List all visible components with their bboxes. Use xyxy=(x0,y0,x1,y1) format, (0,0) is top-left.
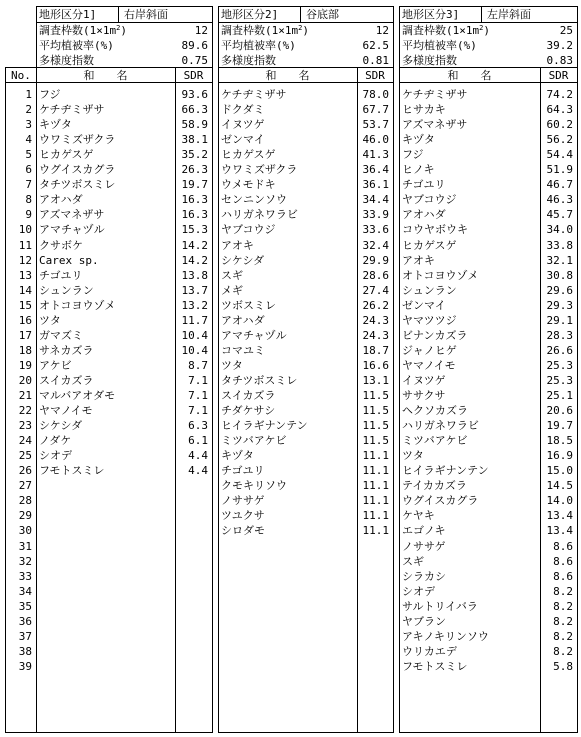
row-number: 10 xyxy=(18,223,32,237)
species-name: イヌツゲ xyxy=(402,373,446,387)
species-sdr: 7.1 xyxy=(188,389,208,402)
species-sdr: 67.7 xyxy=(362,103,389,117)
species-sdr: 8.2 xyxy=(553,629,573,643)
species-sdr: 93.6 xyxy=(181,88,208,101)
species-sdr: 38.1 xyxy=(181,133,208,147)
species-name: アマチャヅル xyxy=(39,223,105,237)
species-name: タチツボスミレ xyxy=(221,373,298,387)
species-name: シュンラン xyxy=(402,283,457,297)
species-name: フジ xyxy=(402,148,424,162)
species-name: ツタ xyxy=(402,449,424,463)
region-label-divider xyxy=(118,6,119,22)
species-name: ヤマツツジ xyxy=(402,313,457,327)
species-sdr: 11.5 xyxy=(362,419,389,433)
species-sdr: 7.1 xyxy=(188,404,208,418)
species-name: シロダモ xyxy=(221,524,265,538)
species-name: オトコヨウゾメ xyxy=(39,298,116,312)
species-sdr: 56.2 xyxy=(546,133,573,147)
diversity-index-value: 0.81 xyxy=(362,54,389,67)
row-number: 29 xyxy=(18,509,32,523)
species-sdr: 64.3 xyxy=(546,103,573,117)
species-sdr: 46.3 xyxy=(546,193,573,207)
species-sdr: 36.1 xyxy=(362,178,389,192)
row-number: 22 xyxy=(18,404,32,418)
coverage-value: 89.6 xyxy=(181,39,208,52)
species-sdr: 13.8 xyxy=(181,268,208,282)
species-sdr: 36.4 xyxy=(362,163,389,177)
row-number: 20 xyxy=(18,373,32,387)
species-name: サルトリイバラ xyxy=(402,599,478,613)
species-sdr: 4.4 xyxy=(188,449,208,463)
species-sdr: 33.8 xyxy=(546,238,573,252)
species-name: ハリガネワラビ xyxy=(402,419,479,433)
species-sdr: 13.4 xyxy=(546,524,573,538)
species-name: ウワミズザクラ xyxy=(221,163,298,177)
row-number: 14 xyxy=(18,283,32,297)
species-name: チダケサシ xyxy=(221,404,276,418)
species-sdr: 29.6 xyxy=(546,283,573,297)
species-name: スイカズラ xyxy=(221,389,276,402)
species-name: ツボスミレ xyxy=(221,298,276,312)
species-name: ハリガネワラビ xyxy=(221,208,298,222)
species-name: ミツバアケビ xyxy=(221,434,287,448)
species-sdr: 45.7 xyxy=(546,208,573,222)
species-name: ノダケ xyxy=(39,434,72,448)
species-name: イヌツゲ xyxy=(221,118,265,132)
species-name: シラカシ xyxy=(402,569,446,583)
species-sdr: 27.4 xyxy=(362,283,389,297)
species-sdr: 11.1 xyxy=(362,494,389,508)
row-number: 17 xyxy=(18,328,32,342)
plot-count-value: 12 xyxy=(375,24,389,37)
species-sdr: 41.3 xyxy=(362,148,389,162)
sdr-column-header: SDR xyxy=(183,69,204,82)
species-sdr: 7.1 xyxy=(188,373,208,387)
species-name: ウグイスカグラ xyxy=(39,163,116,177)
species-sdr: 6.1 xyxy=(188,434,208,448)
species-sdr: 25.3 xyxy=(546,358,573,372)
species-name: ケチヂミザサ xyxy=(39,103,105,117)
species-name: フモトスミレ xyxy=(402,659,468,673)
diversity-index-value: 0.83 xyxy=(546,54,573,67)
species-name: ノササゲ xyxy=(402,539,446,553)
species-name: スイカズラ xyxy=(39,373,94,387)
species-name: ヤブコウジ xyxy=(402,193,457,207)
row-number: 35 xyxy=(18,599,32,613)
region-name: 右岸斜面 xyxy=(124,8,168,21)
species-sdr: 6.3 xyxy=(188,419,208,433)
section-right-border xyxy=(393,6,394,732)
species-sdr: 10.4 xyxy=(181,343,208,357)
region-label: 地形区分3] xyxy=(402,8,460,21)
species-sdr: 13.7 xyxy=(181,283,208,297)
species-name: エゴノキ xyxy=(402,524,446,538)
row-number: 4 xyxy=(25,133,32,147)
species-name: ケヤキ xyxy=(402,509,435,523)
row-number: 36 xyxy=(18,614,32,628)
species-sdr: 8.2 xyxy=(553,644,573,658)
species-name: クサボケ xyxy=(39,238,83,252)
row-number: 39 xyxy=(18,659,32,673)
species-sdr: 34.4 xyxy=(362,193,389,207)
species-sdr: 29.3 xyxy=(546,298,573,312)
species-name: ドクダミ xyxy=(221,103,265,117)
section-right-border xyxy=(212,6,213,732)
species-name: ウリカエデ xyxy=(402,644,457,658)
species-name: アズマネザサ xyxy=(39,208,105,222)
plot-count-label: 調査枠数$(1\times 1m^2)$ xyxy=(39,24,127,37)
species-sdr: 29.1 xyxy=(546,313,573,327)
section-bottom-border xyxy=(399,732,578,733)
species-sdr: 33.9 xyxy=(362,208,389,222)
species-sdr: 11.1 xyxy=(362,479,389,493)
row-number: 24 xyxy=(18,434,32,448)
species-sdr: 8.7 xyxy=(188,358,208,372)
species-sdr: 5.8 xyxy=(553,659,573,673)
diversity-index-label: 多様度指数 xyxy=(221,54,276,67)
no-col-bottom-border xyxy=(5,732,36,733)
name-column-header: 和 名 xyxy=(83,69,128,82)
species-sdr: 26.3 xyxy=(181,163,208,177)
species-sdr: 54.4 xyxy=(546,148,573,162)
region-label-divider xyxy=(300,6,301,22)
species-sdr: 60.2 xyxy=(546,118,573,132)
species-sdr: 11.1 xyxy=(362,509,389,523)
species-name: ヒノキ xyxy=(402,163,435,177)
species-name: コマユミ xyxy=(221,343,265,357)
species-sdr: 8.2 xyxy=(553,584,573,598)
species-sdr: 33.6 xyxy=(362,223,389,237)
species-name: ヒサカキ xyxy=(402,103,446,117)
species-name: ヒカゲスゲ xyxy=(402,238,457,252)
plot-count-label: 調査枠数$(1\times 1m^2)$ xyxy=(402,24,490,37)
species-name: ヤマノイモ xyxy=(39,404,93,418)
row-number: 27 xyxy=(18,479,32,493)
species-sdr: 25.3 xyxy=(546,373,573,387)
diversity-index-label: 多様度指数 xyxy=(39,54,94,67)
species-sdr: 18.5 xyxy=(546,434,573,448)
species-name: チゴユリ xyxy=(402,178,446,192)
species-name: ゼンマイ xyxy=(221,133,265,147)
species-sdr: 11.5 xyxy=(362,434,389,448)
species-name: テイカカズラ xyxy=(402,479,467,493)
species-name: オトコヨウゾメ xyxy=(402,268,479,282)
species-name: ツユクサ xyxy=(221,509,265,523)
no-header: No. xyxy=(11,69,31,82)
row-number: 5 xyxy=(25,148,32,162)
species-name: ケチヂミザサ xyxy=(221,88,287,101)
row-number: 8 xyxy=(25,193,32,207)
row-number: 32 xyxy=(18,554,32,568)
coverage-value: 62.5 xyxy=(362,39,389,52)
region-name: 左岸斜面 xyxy=(487,8,531,21)
species-sdr: 4.4 xyxy=(188,464,208,478)
row-number: 26 xyxy=(18,464,32,478)
species-name: ヘクソカズラ xyxy=(402,404,468,418)
species-sdr: 14.0 xyxy=(546,494,573,508)
species-sdr: 24.3 xyxy=(362,313,389,327)
section-bottom-border xyxy=(36,732,213,733)
species-sdr: 26.6 xyxy=(546,343,573,357)
species-name: ヒカゲスゲ xyxy=(39,148,94,162)
species-sdr: 10.4 xyxy=(181,328,208,342)
row-number: 9 xyxy=(25,208,32,222)
species-sdr: 66.3 xyxy=(181,103,208,117)
species-sdr: 53.7 xyxy=(362,118,389,132)
coverage-value: 39.2 xyxy=(546,39,573,52)
species-sdr: 26.2 xyxy=(362,298,389,312)
species-name: ササクサ xyxy=(402,389,446,402)
species-sdr: 32.1 xyxy=(546,253,573,267)
plot-count-value: 12 xyxy=(194,24,208,37)
species-name: アマチャヅル xyxy=(221,328,287,342)
species-sdr: 15.3 xyxy=(181,223,208,237)
species-sdr: 16.3 xyxy=(181,193,208,207)
region-label: 地形区分1] xyxy=(39,8,97,21)
species-sdr: 16.9 xyxy=(546,449,573,463)
species-sdr: 58.9 xyxy=(181,118,208,132)
row-number: 13 xyxy=(18,268,32,282)
species-sdr: 14.2 xyxy=(181,253,208,267)
species-sdr: 8.6 xyxy=(553,554,573,568)
species-sdr: 32.4 xyxy=(362,238,389,252)
species-sdr: 13.4 xyxy=(546,509,573,523)
plot-count-label: 調査枠数$(1\times 1m^2)$ xyxy=(221,24,309,37)
species-name: ヒイラギナンテン xyxy=(402,464,489,478)
species-name: アオハダ xyxy=(402,208,446,222)
sdr-column-header: SDR xyxy=(365,69,385,82)
species-sdr: 46.0 xyxy=(362,133,389,147)
species-sdr: 11.7 xyxy=(181,313,208,327)
row-number: 12 xyxy=(18,253,32,267)
coverage-label: 平均植被率(%) xyxy=(402,39,477,52)
coverage-label: 平均植被率(%) xyxy=(39,39,114,52)
row-number: 1 xyxy=(25,88,32,101)
row-number: 37 xyxy=(18,629,32,643)
species-name: キヅタ xyxy=(39,118,72,132)
row-number: 23 xyxy=(18,419,32,433)
species-sdr: 14.2 xyxy=(181,238,208,252)
row-number: 3 xyxy=(25,118,32,132)
row-number: 34 xyxy=(18,584,32,598)
section-bottom-border xyxy=(218,732,394,733)
species-sdr: 25.1 xyxy=(546,389,573,402)
species-name: フモトスミレ xyxy=(39,464,105,478)
species-name: アオキ xyxy=(221,238,254,252)
species-sdr: 28.3 xyxy=(546,328,573,342)
species-sdr: 34.0 xyxy=(546,223,573,237)
species-name: アオハダ xyxy=(39,193,83,207)
coverage-label: 平均植被率(%) xyxy=(221,39,296,52)
row-number: 25 xyxy=(18,449,32,463)
region-name: 谷底部 xyxy=(306,8,339,21)
species-sdr: 15.0 xyxy=(546,464,573,478)
species-name: ガマズミ xyxy=(39,328,83,342)
region-label-divider xyxy=(481,6,482,22)
species-name: ゼンマイ xyxy=(402,298,446,312)
species-name: チゴユリ xyxy=(39,268,83,282)
species-sdr: 35.2 xyxy=(181,148,208,162)
species-sdr: 11.5 xyxy=(362,404,389,418)
name-column-header: 和 名 xyxy=(447,69,492,82)
species-name: アオキ xyxy=(402,253,435,267)
plot-count-value: 25 xyxy=(559,24,573,37)
species-sdr: 14.5 xyxy=(546,479,573,493)
species-name: キヅタ xyxy=(221,449,254,463)
row-number: 15 xyxy=(18,298,32,312)
species-name: ツタ xyxy=(39,313,61,327)
row-number: 28 xyxy=(18,494,32,508)
species-sdr: 30.8 xyxy=(546,268,573,282)
species-name: ウメモドキ xyxy=(221,178,276,192)
row-number: 21 xyxy=(18,389,32,402)
species-sdr: 8.2 xyxy=(553,614,573,628)
species-sdr: 8.6 xyxy=(553,539,573,553)
diversity-index-label: 多様度指数 xyxy=(402,54,457,67)
species-sdr: 24.3 xyxy=(362,328,389,342)
region-label: 地形区分2] xyxy=(221,8,279,21)
species-name: ノササゲ xyxy=(221,494,265,508)
species-name: スギ xyxy=(402,554,424,568)
species-name: クモキリソウ xyxy=(221,479,287,493)
species-sdr: 29.9 xyxy=(362,253,389,267)
row-number: 16 xyxy=(18,313,32,327)
species-sdr: 11.1 xyxy=(362,464,389,478)
species-name: アズマネザサ xyxy=(402,118,468,132)
row-number: 11 xyxy=(18,238,32,252)
species-name: マルバアオダモ xyxy=(39,389,116,402)
species-name: ジャノヒゲ xyxy=(402,343,457,357)
species-sdr: 19.7 xyxy=(181,178,208,192)
species-name: ウワミズザクラ xyxy=(39,133,116,147)
species-name: ミツバアケビ xyxy=(402,434,468,448)
row-number: 2 xyxy=(25,103,32,117)
species-name: ヤマノイモ xyxy=(402,358,456,372)
species-name: シオデ xyxy=(402,584,435,598)
species-name: シケシダ xyxy=(221,253,265,267)
species-name: シオデ xyxy=(39,449,72,463)
species-sdr: 11.5 xyxy=(362,389,389,402)
species-name: ヤブコウジ xyxy=(221,223,276,237)
species-sdr: 11.1 xyxy=(362,524,389,538)
row-number: 18 xyxy=(18,343,32,357)
species-name: ヒイラギナンテン xyxy=(221,419,308,433)
species-name: アケビ xyxy=(39,358,72,372)
species-sdr: 20.6 xyxy=(546,404,573,418)
species-name: サネカズラ xyxy=(39,343,94,357)
species-sdr: 46.7 xyxy=(546,178,573,192)
species-name: ウグイスカグラ xyxy=(402,494,479,508)
species-sdr: 78.0 xyxy=(362,88,389,101)
row-number: 7 xyxy=(25,178,32,192)
row-number: 30 xyxy=(18,524,32,538)
species-name: ヤブラン xyxy=(402,614,446,628)
species-name: コウヤボウキ xyxy=(402,223,468,237)
row-number: 19 xyxy=(18,358,32,372)
species-sdr: 16.6 xyxy=(362,358,389,372)
species-sdr: 18.7 xyxy=(362,343,389,357)
row-number: 31 xyxy=(18,539,32,553)
species-name: キヅタ xyxy=(402,133,435,147)
diversity-index-value: 0.75 xyxy=(181,54,208,67)
species-name: アオハダ xyxy=(221,313,265,327)
species-sdr: 13.1 xyxy=(362,373,389,387)
species-name: シケシダ xyxy=(39,419,83,433)
species-name: フジ xyxy=(39,88,61,101)
species-name: ビナンカズラ xyxy=(402,328,468,342)
species-name: スギ xyxy=(221,268,243,282)
sdr-column-header: SDR xyxy=(548,69,569,82)
row-number: 33 xyxy=(18,569,32,583)
species-name: シュンラン xyxy=(39,283,94,297)
section-right-border xyxy=(577,6,578,732)
species-sdr: 74.2 xyxy=(546,88,573,101)
species-sdr: 11.1 xyxy=(362,449,389,463)
species-name: タチツボスミレ xyxy=(39,178,116,192)
species-sdr: 19.7 xyxy=(546,419,573,433)
species-name: センニンソウ xyxy=(221,193,287,207)
species-sdr: 8.2 xyxy=(553,599,573,613)
species-sdr: 28.6 xyxy=(362,268,389,282)
species-name: ヒカゲスゲ xyxy=(221,148,276,162)
name-column-header: 和 名 xyxy=(265,69,310,82)
species-sdr: 16.3 xyxy=(181,208,208,222)
species-name: ツタ xyxy=(221,358,243,372)
species-name: Carex sp. xyxy=(39,253,99,267)
species-name: メギ xyxy=(221,283,243,297)
species-sdr: 13.2 xyxy=(181,298,208,312)
species-name: アキノキリンソウ xyxy=(402,629,489,643)
row-number: 38 xyxy=(18,644,32,658)
species-name: チゴユリ xyxy=(221,464,265,478)
species-sdr: 8.6 xyxy=(553,569,573,583)
species-sdr: 51.9 xyxy=(546,163,573,177)
species-name: ケチヂミザサ xyxy=(402,88,468,101)
row-number: 6 xyxy=(25,163,32,177)
